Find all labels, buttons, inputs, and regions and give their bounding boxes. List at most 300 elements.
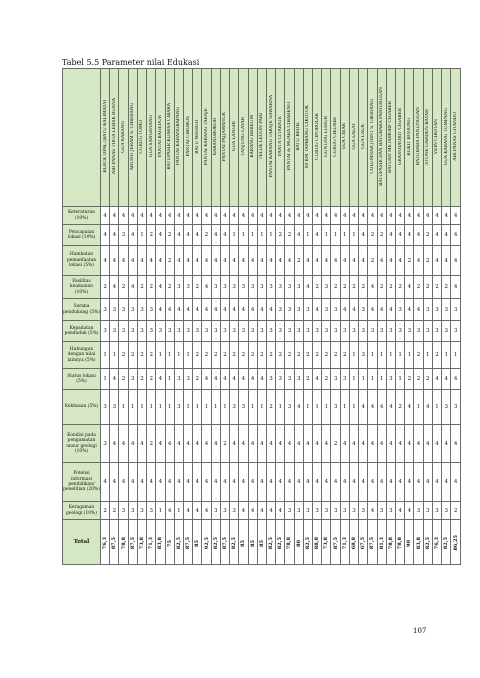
score-cell: 4 — [202, 369, 211, 390]
score-cell: 4 — [349, 299, 358, 321]
score-cell: 2 — [230, 342, 239, 369]
score-cell: 4 — [349, 463, 358, 502]
score-cell: 2 — [423, 246, 432, 276]
location-header — [368, 69, 377, 207]
score-cell: 4 — [322, 463, 331, 502]
score-cell: 2 — [193, 276, 202, 299]
location-header — [248, 69, 257, 207]
score-cell: 3 — [128, 321, 137, 342]
score-cell: 2 — [423, 276, 432, 299]
score-cell: 3 — [331, 390, 340, 425]
score-cell: 2 — [331, 425, 340, 463]
total-value: 92,5 — [203, 536, 210, 550]
score-cell: 3 — [137, 299, 146, 321]
total-cell — [405, 520, 414, 565]
score-cell: 1 — [137, 225, 146, 246]
score-cell: 1 — [303, 390, 312, 425]
score-cell: 4 — [285, 425, 294, 463]
location-header — [165, 69, 174, 207]
score-cell: 4 — [147, 207, 156, 225]
score-cell: 4 — [340, 299, 349, 321]
score-cell: 4 — [349, 425, 358, 463]
parameter-row — [63, 502, 461, 520]
score-cell: 2 — [137, 276, 146, 299]
location-name: CURUG TOMO — [139, 119, 145, 154]
score-cell: 2 — [340, 276, 349, 299]
score-cell: 3 — [340, 502, 349, 520]
parameter-label: Pencapaian lokasi (10%) — [63, 225, 101, 246]
score-cell: 3 — [285, 276, 294, 299]
score-cell: 2 — [285, 225, 294, 246]
score-cell: 4 — [110, 207, 119, 225]
score-cell: 2 — [119, 342, 128, 369]
score-cell: 1 — [423, 342, 432, 369]
score-cell: 4 — [451, 369, 461, 390]
parameter-row — [63, 321, 461, 342]
score-cell: 4 — [414, 246, 423, 276]
total-cell — [294, 520, 303, 565]
score-cell: 4 — [359, 207, 368, 225]
parameter-label: Potensi informasi pendidikan/ penelitian (20%) — [63, 463, 101, 502]
score-cell: 4 — [101, 207, 110, 225]
score-cell: 2 — [432, 342, 441, 369]
location-header — [128, 69, 137, 207]
score-cell: 3 — [211, 276, 220, 299]
score-cell: 4 — [414, 463, 423, 502]
score-cell: 4 — [266, 502, 275, 520]
score-cell: 4 — [220, 299, 229, 321]
score-cell: 3 — [137, 321, 146, 342]
location-header — [349, 69, 358, 207]
score-cell: 2 — [193, 342, 202, 369]
total-value: 87,5 — [332, 536, 339, 550]
score-cell: 4 — [183, 425, 192, 463]
score-cell: 3 — [285, 502, 294, 520]
score-cell: 3 — [359, 502, 368, 520]
score-cell: 2 — [101, 502, 110, 520]
score-cell: 4 — [396, 207, 405, 225]
score-cell: 4 — [442, 369, 451, 390]
score-cell: 3 — [239, 276, 248, 299]
score-cell: 4 — [313, 425, 322, 463]
location-header — [442, 69, 451, 207]
score-cell: 4 — [303, 276, 312, 299]
score-cell: 4 — [137, 246, 146, 276]
score-cell: 2 — [165, 246, 174, 276]
score-cell: 4 — [183, 299, 192, 321]
score-cell: 3 — [119, 299, 128, 321]
score-cell: 4 — [414, 299, 423, 321]
score-cell: 2 — [276, 342, 285, 369]
score-cell: 3 — [202, 321, 211, 342]
score-cell: 4 — [368, 425, 377, 463]
parameter-label: Status lokasi (5%) — [63, 369, 101, 390]
score-cell: 3 — [266, 369, 275, 390]
total-value: 78,8 — [387, 536, 394, 550]
score-cell: 4 — [156, 276, 165, 299]
score-cell: 4 — [230, 463, 239, 502]
score-cell: 4 — [313, 299, 322, 321]
total-value: 80 — [295, 539, 302, 547]
total-value: 67,5 — [360, 536, 367, 550]
score-cell: 2 — [276, 225, 285, 246]
score-cell: 3 — [174, 390, 183, 425]
score-cell: 4 — [377, 207, 386, 225]
score-cell: 2 — [147, 369, 156, 390]
location-name: CURUG CIKURIH — [333, 116, 339, 157]
score-cell: 1 — [340, 225, 349, 246]
total-cell — [147, 520, 156, 565]
score-cell: 1 — [405, 342, 414, 369]
score-cell: 1 — [183, 390, 192, 425]
total-value: 83,8 — [415, 536, 422, 550]
score-cell: 1 — [101, 369, 110, 390]
score-cell: 1 — [156, 390, 165, 425]
score-cell: 4 — [359, 463, 368, 502]
score-cell: 4 — [220, 463, 229, 502]
location-header — [396, 69, 405, 207]
location-name: BLACK OPAL (BATU KALIMAYA) — [102, 100, 108, 173]
total-value: 83,8 — [157, 536, 164, 550]
location-name: GUA LAUK — [360, 124, 366, 149]
location-name: KARANGBOKOR — [213, 117, 219, 156]
total-cell — [239, 520, 248, 565]
score-cell: 3 — [386, 502, 395, 520]
score-cell: 4 — [359, 246, 368, 276]
score-cell: 3 — [303, 502, 312, 520]
score-cell: 2 — [285, 342, 294, 369]
location-name: GUA CIEAR — [342, 123, 348, 150]
score-cell: 4 — [220, 369, 229, 390]
total-cell — [451, 520, 461, 565]
total-label: Total — [63, 520, 101, 565]
total-cell — [331, 520, 340, 565]
score-cell: 4 — [137, 425, 146, 463]
score-cell: 1 — [230, 225, 239, 246]
score-cell: 3 — [239, 321, 248, 342]
parameter-label: Kekhasan (5%) — [63, 390, 101, 425]
score-cell: 1 — [322, 390, 331, 425]
score-cell: 4 — [239, 207, 248, 225]
score-cell: 2 — [165, 276, 174, 299]
score-cell: 3 — [285, 299, 294, 321]
score-cell: 4 — [331, 207, 340, 225]
score-cell: 4 — [377, 246, 386, 276]
score-cell: 2 — [396, 390, 405, 425]
score-cell: 2 — [257, 342, 266, 369]
location-name: BATU BEDIL — [296, 122, 302, 151]
score-cell: 4 — [331, 246, 340, 276]
score-cell: 4 — [423, 390, 432, 425]
score-cell: 4 — [368, 207, 377, 225]
score-cell: 3 — [276, 321, 285, 342]
total-cell — [257, 520, 266, 565]
score-cell: 4 — [322, 246, 331, 276]
score-cell: 1 — [432, 390, 441, 425]
total-cell — [101, 520, 110, 565]
score-cell: 4 — [313, 246, 322, 276]
score-cell: 3 — [303, 321, 312, 342]
score-cell: 4 — [405, 463, 414, 502]
score-cell: 4 — [432, 207, 441, 225]
score-cell: 4 — [303, 425, 312, 463]
score-cell: 4 — [340, 425, 349, 463]
score-cell: 2 — [368, 246, 377, 276]
score-cell: 1 — [266, 225, 275, 246]
total-value: 90 — [406, 539, 413, 547]
score-cell: 2 — [340, 342, 349, 369]
score-cell: 4 — [165, 299, 174, 321]
score-cell: 4 — [414, 425, 423, 463]
total-value: 82,5 — [424, 536, 431, 550]
total-value: 81,3 — [378, 536, 385, 550]
score-cell: 4 — [257, 502, 266, 520]
score-cell: 4 — [386, 225, 395, 246]
score-cell: 4 — [230, 207, 239, 225]
score-cell: 3 — [423, 299, 432, 321]
location-header — [183, 69, 192, 207]
score-cell: 4 — [202, 425, 211, 463]
score-cell: 1 — [110, 342, 119, 369]
score-cell: 2 — [313, 342, 322, 369]
score-cell: 2 — [110, 502, 119, 520]
total-value: 78,8 — [397, 536, 404, 550]
score-cell: 4 — [303, 207, 312, 225]
score-cell: 3 — [193, 321, 202, 342]
parameter-row — [63, 369, 461, 390]
score-cell: 4 — [414, 207, 423, 225]
score-cell: 2 — [101, 276, 110, 299]
score-cell: 4 — [128, 276, 137, 299]
location-header — [147, 69, 156, 207]
score-cell: 4 — [405, 225, 414, 246]
score-cell: 3 — [101, 299, 110, 321]
score-cell: 3 — [377, 502, 386, 520]
score-cell: 3 — [230, 276, 239, 299]
score-cell: 2 — [432, 276, 441, 299]
score-cell: 3 — [183, 369, 192, 390]
location-name: VEIN CIROTAN — [434, 118, 440, 155]
score-cell: 3 — [386, 369, 395, 390]
score-cell: 4 — [193, 299, 202, 321]
total-cell — [137, 520, 146, 565]
score-cell: 2 — [423, 369, 432, 390]
score-cell: 4 — [257, 463, 266, 502]
total-cell — [193, 520, 202, 565]
score-cell: 3 — [442, 321, 451, 342]
score-cell: 4 — [405, 299, 414, 321]
score-cell: 3 — [331, 321, 340, 342]
total-cell — [423, 520, 432, 565]
score-cell: 3 — [266, 321, 275, 342]
score-cell: 4 — [128, 207, 137, 225]
header-corner-cell — [63, 69, 101, 207]
score-cell: 2 — [294, 342, 303, 369]
score-cell: 4 — [276, 425, 285, 463]
total-cell — [110, 520, 119, 565]
score-cell: 3 — [257, 321, 266, 342]
parameter-label: Sarana pendukung (5%) — [63, 299, 101, 321]
score-cell: 3 — [183, 276, 192, 299]
score-cell: 3 — [442, 390, 451, 425]
score-cell: 4 — [451, 207, 461, 225]
score-cell: 4 — [396, 502, 405, 520]
location-header — [276, 69, 285, 207]
total-value: 85 — [249, 539, 256, 547]
score-cell: 3 — [211, 502, 220, 520]
score-cell: 1 — [414, 390, 423, 425]
parameter-row — [63, 246, 461, 276]
score-cell: 4 — [165, 463, 174, 502]
score-cell: 2 — [359, 276, 368, 299]
total-cell — [230, 520, 239, 565]
score-cell: 4 — [432, 225, 441, 246]
score-cell: 4 — [156, 369, 165, 390]
table-caption: Tabel 5.5 Parameter nilai Edukasi — [62, 58, 200, 67]
score-cell: 1 — [137, 390, 146, 425]
score-cell: 4 — [220, 207, 229, 225]
score-cell: 4 — [451, 463, 461, 502]
score-cell: 3 — [230, 390, 239, 425]
score-cell: 1 — [239, 225, 248, 246]
location-header — [414, 69, 423, 207]
score-cell: 1 — [156, 502, 165, 520]
location-name: BUKIT BOOONG — [406, 117, 412, 156]
score-cell: 1 — [359, 369, 368, 390]
score-cell: 2 — [303, 369, 312, 390]
score-cell: 4 — [451, 425, 461, 463]
score-cell: 4 — [423, 207, 432, 225]
location-name: CURUG CIPOROLAK — [314, 113, 320, 160]
score-cell: 4 — [368, 463, 377, 502]
score-cell: 4 — [211, 369, 220, 390]
score-cell: 4 — [174, 207, 183, 225]
total-cell — [119, 520, 128, 565]
score-cell: 3 — [432, 321, 441, 342]
score-cell: 4 — [414, 225, 423, 246]
score-cell: 4 — [359, 225, 368, 246]
score-cell: 3 — [451, 321, 461, 342]
score-cell: 4 — [386, 463, 395, 502]
score-cell: 4 — [248, 502, 257, 520]
score-cell: 2 — [165, 225, 174, 246]
score-cell: 2 — [414, 276, 423, 299]
total-value: 82,5 — [268, 536, 275, 550]
score-cell: 4 — [174, 463, 183, 502]
score-cell: 4 — [396, 425, 405, 463]
location-name: KARANG BEREUM — [250, 115, 256, 158]
location-name: PANTAI KARANGBAPANG — [176, 107, 182, 166]
score-cell: 1 — [349, 369, 358, 390]
score-cell: 4 — [211, 425, 220, 463]
score-cell: 3 — [174, 321, 183, 342]
score-cell: 1 — [174, 342, 183, 369]
score-cell: 2 — [248, 342, 257, 369]
parameter-row — [63, 225, 461, 246]
score-cell: 1 — [377, 369, 386, 390]
score-cell: 4 — [239, 369, 248, 390]
score-cell: 3 — [101, 425, 110, 463]
location-header — [193, 69, 202, 207]
score-cell: 2 — [414, 342, 423, 369]
score-cell: 4 — [432, 369, 441, 390]
score-cell: 4 — [110, 246, 119, 276]
score-cell: 1 — [396, 369, 405, 390]
location-name: GUA KARANG TUMPANG — [443, 107, 449, 166]
score-cell: 2 — [331, 342, 340, 369]
total-cell — [285, 520, 294, 565]
score-cell: 4 — [156, 246, 165, 276]
score-cell: 2 — [331, 276, 340, 299]
score-cell: 1 — [128, 390, 137, 425]
score-cell: 4 — [183, 502, 192, 520]
score-cell: 2 — [322, 342, 331, 369]
total-cell — [183, 520, 192, 565]
score-cell: 4 — [174, 225, 183, 246]
location-header — [101, 69, 110, 207]
score-cell: 4 — [266, 463, 275, 502]
location-header — [423, 69, 432, 207]
score-cell: 4 — [423, 463, 432, 502]
score-cell: 4 — [230, 246, 239, 276]
total-value: 82,5 — [443, 536, 450, 550]
total-cell — [414, 520, 423, 565]
location-header — [303, 69, 312, 207]
total-value: 87,5 — [185, 536, 192, 550]
score-cell: 3 — [442, 299, 451, 321]
score-cell: 3 — [423, 502, 432, 520]
score-cell: 4 — [248, 246, 257, 276]
score-cell: 4 — [377, 390, 386, 425]
location-name: 00 KM TAMBANG CIKOTOK — [305, 104, 311, 169]
score-cell: 4 — [276, 463, 285, 502]
parameter-row — [63, 390, 461, 425]
score-cell: 3 — [248, 276, 257, 299]
score-cell: 3 — [451, 299, 461, 321]
location-header — [451, 69, 461, 207]
location-header — [239, 69, 248, 207]
score-cell: 1 — [101, 342, 110, 369]
location-header — [294, 69, 303, 207]
location-header — [432, 69, 441, 207]
score-cell: 4 — [156, 425, 165, 463]
score-cell: 4 — [451, 276, 461, 299]
score-cell: 3 — [359, 342, 368, 369]
score-cell: 4 — [239, 299, 248, 321]
location-name: TELUK LEGON PARI — [259, 113, 265, 160]
score-cell: 3 — [101, 390, 110, 425]
score-cell: 4 — [377, 299, 386, 321]
score-cell: 1 — [156, 342, 165, 369]
score-cell: 4 — [294, 425, 303, 463]
location-name: TANJUNG LAYAR — [240, 117, 246, 156]
score-cell: 2 — [386, 276, 395, 299]
score-cell: 4 — [396, 246, 405, 276]
score-cell: 4 — [248, 207, 257, 225]
score-cell: 2 — [322, 369, 331, 390]
score-cell: 4 — [368, 276, 377, 299]
score-cell: 4 — [294, 225, 303, 246]
score-cell: 1 — [211, 390, 220, 425]
score-cell: 3 — [285, 369, 294, 390]
total-value: 88,8 — [314, 536, 321, 550]
score-cell: 4 — [220, 246, 229, 276]
location-name: PANTA CITARATE — [277, 116, 283, 157]
score-cell: 4 — [313, 369, 322, 390]
score-cell: 4 — [285, 463, 294, 502]
score-cell: 4 — [110, 276, 119, 299]
score-cell: 1 — [276, 390, 285, 425]
